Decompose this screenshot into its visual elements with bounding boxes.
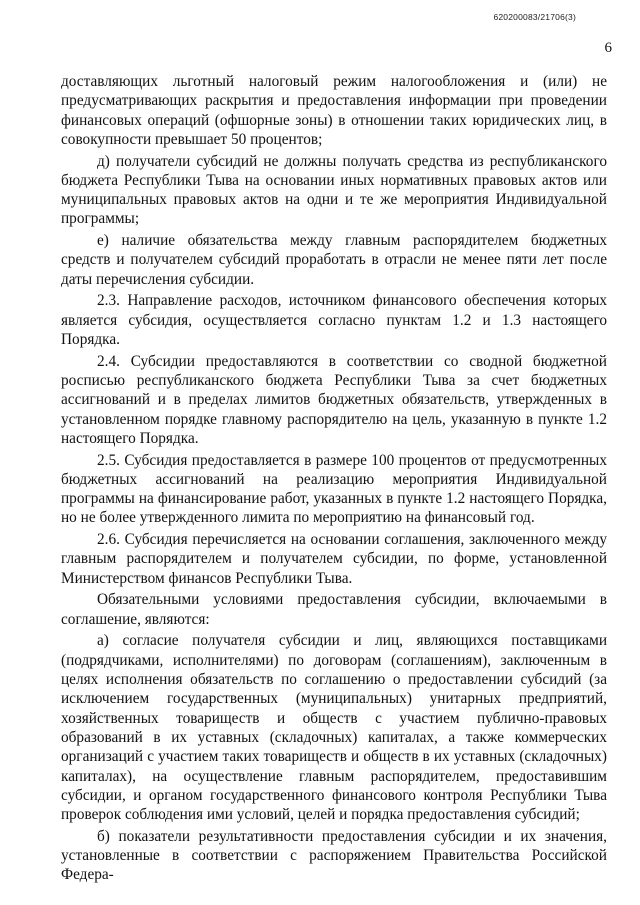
page-number: 6 [604, 40, 612, 56]
paragraph-2-3: 2.3. Направление расходов, источником финансового обеспечения которых является субсидия, осуществляется согласно пунктам 1.2 и 1.3 настоящего Порядка. [61, 292, 607, 349]
paragraph-continuation: доставляющих льготный налоговый режим налогообложения и (или) не предусматривающих раскрытия и предоставления информации при проведении финансовых операций (офшорные зоны) в отношении таких юридических лиц, в совокупности превышает 50 процентов; [61, 73, 607, 148]
document-body [61, 72, 607, 887]
paragraph-2-6: 2.6. Субсидия перечисляется на основании соглашения, заключенного между главным распорядителем и получателем субсидии, по форме, установленной Министерством финансов Республики Тыва. [61, 531, 607, 587]
paragraph-2-4: 2.4. Субсидии предоставляются в соответствии со сводной бюджетной росписью республиканского бюджета Республики Тыва за счет бюджетных ассигнований и в пределах лимитов бюджетных обязательств, утвержденных в установленном порядке главному распорядителю на цель, указанную в пункте 1.2 настоящего Порядка. [61, 352, 607, 447]
paragraph-2-5: 2.5. Субсидия предоставляется в размере 100 процентов от предусмотренных бюджетных ассигнований на реализацию мероприятия Индивидуальной программы на финансирование работ, указанных в пункте 1.2 настоящего Порядка, но не более утвержденного лимита по мероприятию на финансовый год. [61, 451, 607, 527]
paragraph-condition-b: б) показатели результативности предоставления субсидии и их значения, установленные в соответствии с распоряжением Правительства Российской Федера- [61, 827, 607, 884]
paragraph-condition-a: а) согласие получателя субсидии и лиц, являющихся поставщиками (подрядчиками, исполнителями) по договорам (соглашениям), заключенным в целях исполнения обязательств по соглашению о предоставлении субсидий (за исключением государственных (муниципальных) унитарных предприятий, хозяйственных товариществ и обществ с участием публично-правовых образований в их уставных (складочных) капиталах, а также коммерческих организаций с участием таких товариществ и обществ в их уставных (складочных) капиталах), на осуществление главным распорядителем, предоставившим субсидии, и органом государственного финансового контроля Республики Тыва проверок соблюдения ими условий, целей и порядка предоставления субсидий; [61, 632, 607, 824]
paragraph-conditions-intro: Обязательными условиями предоставления субсидии, включаемыми в соглашение, являются: [61, 591, 607, 628]
document-id: 620200083/21706(3) [493, 12, 576, 22]
paragraph-item-d: д) получатели субсидий не должны получать средства из республиканского бюджета Республики Тыва на основании иных нормативных правовых актов или муниципальных правовых актов на одни и те же мероприятия Индивидуальной программы; [61, 152, 607, 228]
paragraph-item-e: е) наличие обязательства между главным распорядителем бюджетных средств и получателем субсидий проработать в отрасли не менее пяти лет после даты перечисления субсидии. [61, 232, 607, 288]
